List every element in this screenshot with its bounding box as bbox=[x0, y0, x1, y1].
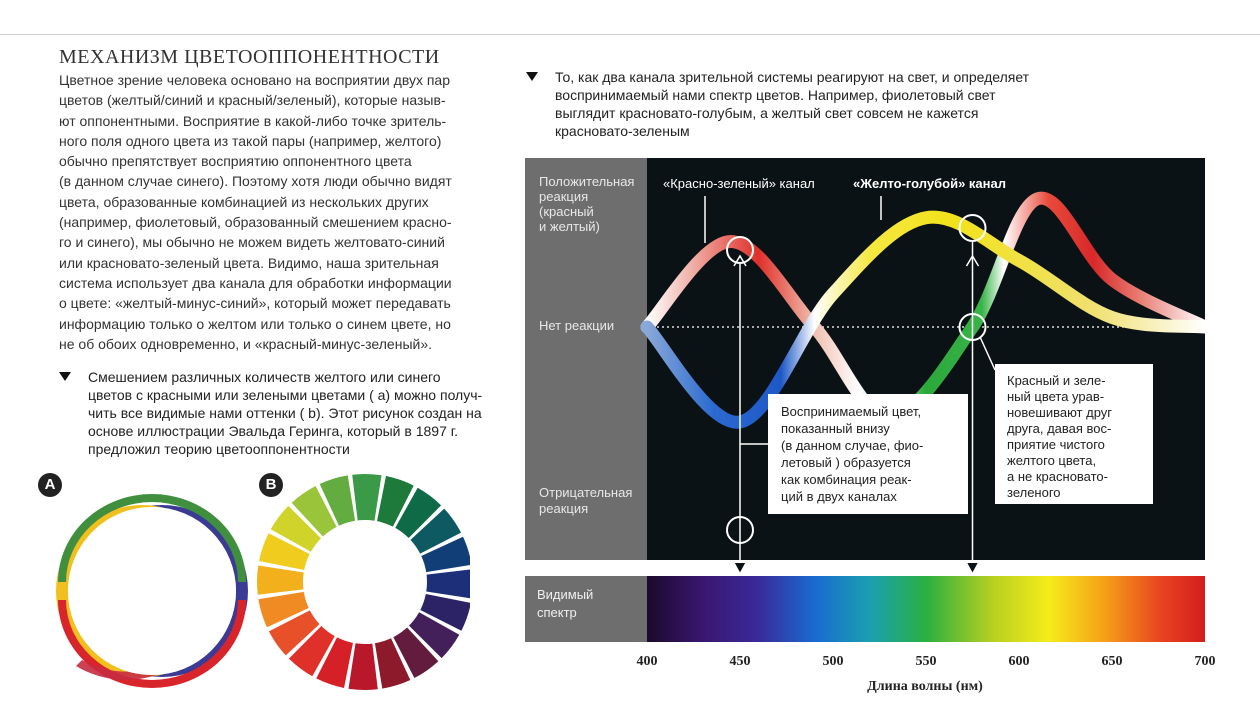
caption-line: красновато-зеленым bbox=[555, 123, 690, 139]
annotation-line: летовый ) образуется bbox=[781, 455, 911, 470]
body-line: информацию только о желтом или только о синем цвете, но bbox=[59, 315, 451, 332]
top-divider bbox=[0, 34, 1260, 35]
wheel-segment bbox=[257, 565, 304, 594]
wheel-segment bbox=[352, 474, 381, 521]
body-line: ют оппонентными. Восприятие в какой-либо точке зритель- bbox=[59, 112, 447, 129]
body-line: ного поля одного цвета из такой пары (например, желтого) bbox=[59, 132, 442, 149]
caption-line: чить все видимые нами оттенки ( b). Этот рисунок создан на bbox=[88, 405, 482, 421]
y-label-none: Нет реакции bbox=[539, 318, 615, 333]
x-axis-label: Длина волны (нм) bbox=[867, 679, 983, 694]
opponent-rings-figure bbox=[38, 470, 258, 695]
body-line: (в данном случае синего). Поэтому хотя люди обычно видят bbox=[59, 173, 452, 190]
visible-spectrum-bar bbox=[647, 576, 1205, 642]
x-tick-label: 650 bbox=[1101, 654, 1123, 669]
caption-line: выглядит красновато-голубым, а желтый свет совсем не кажется bbox=[555, 105, 979, 121]
annotation-line: ный цвета урав- bbox=[1007, 389, 1105, 404]
annotation-line: желтого цвета, bbox=[1007, 453, 1097, 468]
x-tick-label: 500 bbox=[822, 654, 844, 669]
x-tick-label: 450 bbox=[729, 654, 751, 669]
body-paragraph bbox=[59, 70, 489, 354]
wheel-segment bbox=[426, 569, 470, 598]
triangle-bullet-icon bbox=[526, 72, 538, 81]
caption-line: предложил теорию цветооппонентности bbox=[88, 441, 350, 457]
x-tick-label: 600 bbox=[1008, 654, 1030, 669]
annotation-line: а не красновато- bbox=[1007, 469, 1108, 484]
body-line: цветов (желтый/синий и красный/зеленый), которые назыв- bbox=[59, 92, 446, 109]
arrow-head-down bbox=[734, 563, 746, 574]
color-wheel-figure bbox=[255, 470, 470, 690]
series-label-red-green: «Красно-зеленый» канал bbox=[663, 176, 815, 191]
caption-line: То, как два канала зрительной системы реагируют на свет, и определяет bbox=[555, 69, 1030, 85]
body-line: о цвете: «желтый-минус-синий», который может передавать bbox=[59, 295, 451, 312]
body-line: не об обоих одновременно, и «красный-минус-зеленый». bbox=[59, 335, 432, 352]
y-label-positive-line: Положительная bbox=[539, 174, 635, 189]
caption-line: основе иллюстрации Эвальда Геринга, который в 1897 г. bbox=[88, 423, 459, 439]
triangle-bullet-icon bbox=[59, 372, 71, 381]
annotation-line: показанный внизу bbox=[781, 421, 890, 436]
annotation-line: ций в двух каналах bbox=[781, 489, 897, 504]
caption-line: воспринимаемый нами спектр цветов. Например, фиолетовый свет bbox=[555, 87, 996, 103]
annotation-line: друга, давая вос- bbox=[1007, 421, 1112, 436]
arrow-head-down bbox=[967, 563, 979, 574]
caption-line: Смешением различных количеств желтого или синего bbox=[88, 369, 441, 385]
y-label-negative-line: реакция bbox=[539, 501, 589, 516]
y-label-positive-line: (красный bbox=[539, 204, 594, 219]
page-title: МЕХАНИЗМ ЦВЕТООППОНЕНТНОСТИ bbox=[59, 46, 440, 68]
y-label-positive-line: и желтый) bbox=[539, 219, 600, 234]
spectrum-label-line: спектр bbox=[537, 605, 577, 620]
annotation-line: Воспринимаемый цвет, bbox=[781, 404, 922, 419]
y-label-negative-line: Отрицательная bbox=[539, 485, 633, 500]
caption-left bbox=[59, 368, 509, 458]
annotation-line: зеленого bbox=[1007, 485, 1061, 500]
x-tick-label: 400 bbox=[636, 654, 658, 669]
annotation-line: новешивают друг bbox=[1007, 405, 1113, 420]
body-line: обычно препятствует восприятию оппонентного цвета bbox=[59, 153, 412, 170]
figure-label-a: A bbox=[38, 473, 62, 497]
x-axis-ticks bbox=[637, 654, 1216, 669]
series-label-yellow-blue: «Желто-голубой» канал bbox=[853, 176, 1006, 191]
body-line: система использует два канала для обработки информации bbox=[59, 274, 452, 291]
body-line: или красновато-зеленый цвета. Видимо, наша зрительная bbox=[59, 254, 439, 271]
opponent-channels-chart bbox=[525, 158, 1215, 698]
annotation-line: Красный и зеле- bbox=[1007, 373, 1106, 388]
caption-line: цветов с красными или зелеными цветами ( а) можно получ- bbox=[88, 387, 483, 403]
annotation-text-yellow bbox=[1007, 373, 1116, 500]
spectrum-label-line: Видимый bbox=[537, 587, 594, 602]
body-line: го и синего), мы обычно не можем видеть желтовато-синий bbox=[59, 234, 445, 251]
figure-label-b: B bbox=[259, 473, 283, 497]
body-line: Цветное зрение человека основано на восприятии двух пар bbox=[59, 72, 450, 88]
body-line: (например, фиолетовый, образованный смешением красно- bbox=[59, 214, 452, 231]
annotation-line: (в данном случае, фио- bbox=[781, 438, 924, 453]
annotation-line: приятие чистого bbox=[1007, 437, 1105, 452]
annotation-line: как комбинация реак- bbox=[781, 472, 912, 487]
y-label-positive-line: реакция bbox=[539, 189, 589, 204]
body-line: цвета, образованные комбинацией из нескольких других bbox=[59, 193, 429, 210]
caption-right bbox=[526, 68, 1086, 140]
x-tick-label: 700 bbox=[1194, 654, 1215, 669]
wheel-segment bbox=[348, 643, 377, 690]
x-tick-label: 550 bbox=[915, 654, 937, 669]
